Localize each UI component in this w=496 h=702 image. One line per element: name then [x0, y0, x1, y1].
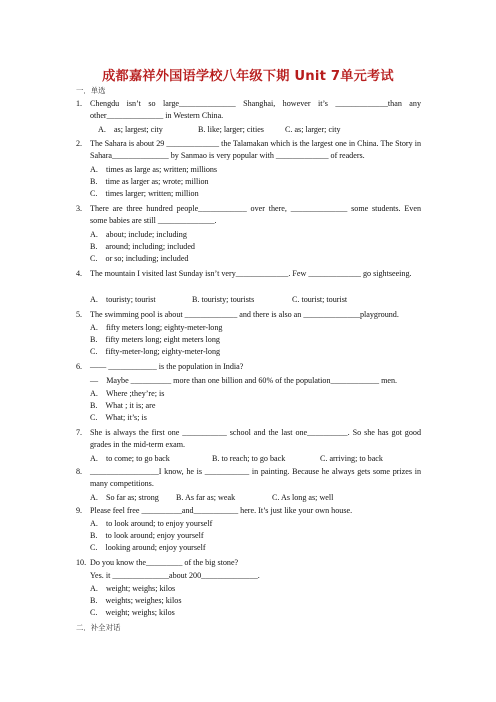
question-text: The mountain I visited last Sunday isn’t very_____________. Few _____________ go sightseeing. [90, 269, 412, 278]
question-text: —— ____________ is the population in India? [90, 362, 244, 371]
option-a[interactable]: A. So far as; strong [90, 493, 159, 502]
question-text: _________________I know, he is ___________ in painting. Because he always gets some prizes in many competitions. [90, 467, 421, 489]
question-10 [76, 557, 421, 569]
question-text: The swimming pool is about _____________ and there is also an ______________playground. [90, 310, 399, 319]
option-c[interactable]: C. looking around; enjoy yourself [90, 543, 206, 552]
option-c[interactable]: C. fifty-meter-long; eighty-meter-long [90, 347, 221, 356]
page-title: 成都嘉祥外国语学校八年级下期 Unit 7单元考试 [102, 69, 394, 84]
section-heading-single-choice: 一．单选 [76, 86, 106, 95]
option-c[interactable]: C. tourist; tourist [292, 295, 348, 304]
option-a[interactable]: A. as; largest; city [98, 125, 163, 134]
question-4 [76, 268, 421, 280]
question-8 [76, 466, 421, 490]
question-3 [76, 203, 421, 227]
question-number: 5. [76, 310, 83, 319]
question-number: 2. [76, 139, 83, 148]
option-b[interactable]: B. to look around; enjoy yourself [90, 531, 204, 540]
question-5 [76, 309, 421, 321]
question-number: 6. [76, 362, 83, 371]
question-text: She is always the first one ___________ school and the last one__________. So she has got good grades in the mid-term exam. [90, 428, 421, 450]
option-c[interactable]: C. as; larger; city [285, 125, 341, 134]
option-c[interactable]: C. arriving; to back [320, 454, 383, 463]
question-subline: Yes. it ______________about 200______________. [90, 571, 260, 580]
option-b[interactable]: B. touristy; tourists [192, 295, 255, 304]
option-c[interactable]: C. As long as; well [272, 493, 334, 502]
option-a[interactable]: A. weight; weighs; kilos [90, 584, 176, 593]
question-subline: — Maybe __________ more than one billion and 60% of the population____________ men. [90, 376, 398, 385]
option-a[interactable]: A. touristy; tourist [90, 295, 156, 304]
question-number: 9. [76, 506, 83, 515]
option-c[interactable]: C. weight; weighs; kilos [90, 608, 175, 617]
option-b[interactable]: B. weights; weighes; kilos [90, 596, 182, 605]
section-heading-dialogue: 二．补全对话 [76, 623, 121, 632]
question-number: 4. [76, 269, 83, 278]
question-text: The Sahara is about 29 _____________ the Talamakan which is the largest one in China. The Story in Sahara______________ by Sanmao is very popular with _____________ of readers. [90, 139, 421, 161]
question-text: Do you know the_________ of the big stone? [90, 558, 239, 567]
question-7 [76, 427, 421, 451]
question-9 [76, 505, 421, 517]
question-text: Please feel free __________and___________ here. It’s just like your own house. [90, 506, 353, 515]
question-1 [76, 98, 421, 122]
question-number: 8. [76, 467, 83, 476]
option-a[interactable]: A. about; include; including [90, 230, 187, 239]
option-a[interactable]: A. times as large as; written; millions [90, 165, 218, 174]
option-a[interactable]: A. Where ;they’re; is [90, 389, 165, 398]
option-a[interactable]: A. to come; to go back [90, 454, 170, 463]
option-c[interactable]: C. What; it’s; is [90, 413, 147, 422]
option-b[interactable]: B. to reach; to go back [212, 454, 286, 463]
question-number: 3. [76, 204, 83, 213]
question-text: There are three hundred people____________ over there, ______________ some students. Even some babies are still ______________. [90, 204, 421, 226]
question-number: 7. [76, 428, 83, 437]
question-text: Chengdu isn’t so large______________ Shanghai, however it’s _____________than any other______________ in Western China. [90, 99, 421, 121]
option-b[interactable]: B. like; larger; cities [198, 125, 264, 134]
question-6 [76, 361, 421, 373]
question-number: 10. [76, 558, 87, 567]
option-b[interactable]: B. As far as; weak [176, 493, 236, 502]
option-b[interactable]: B. time as larger as; wrote; million [90, 177, 209, 186]
option-a[interactable]: A. to look around; to enjoy yourself [90, 519, 213, 528]
option-b[interactable]: B. What ; it is; are [90, 401, 156, 410]
question-2 [76, 138, 421, 162]
question-number: 1. [76, 99, 83, 108]
option-c[interactable]: C. times larger; written; million [90, 189, 199, 198]
option-b[interactable]: B. fifty meters long; eight meters long [90, 335, 220, 344]
option-a[interactable]: A. fifty meters long; eighty-meter-long [90, 323, 223, 332]
option-c[interactable]: C. or so; including; included [90, 254, 189, 263]
option-b[interactable]: B. around; including; included [90, 242, 195, 251]
